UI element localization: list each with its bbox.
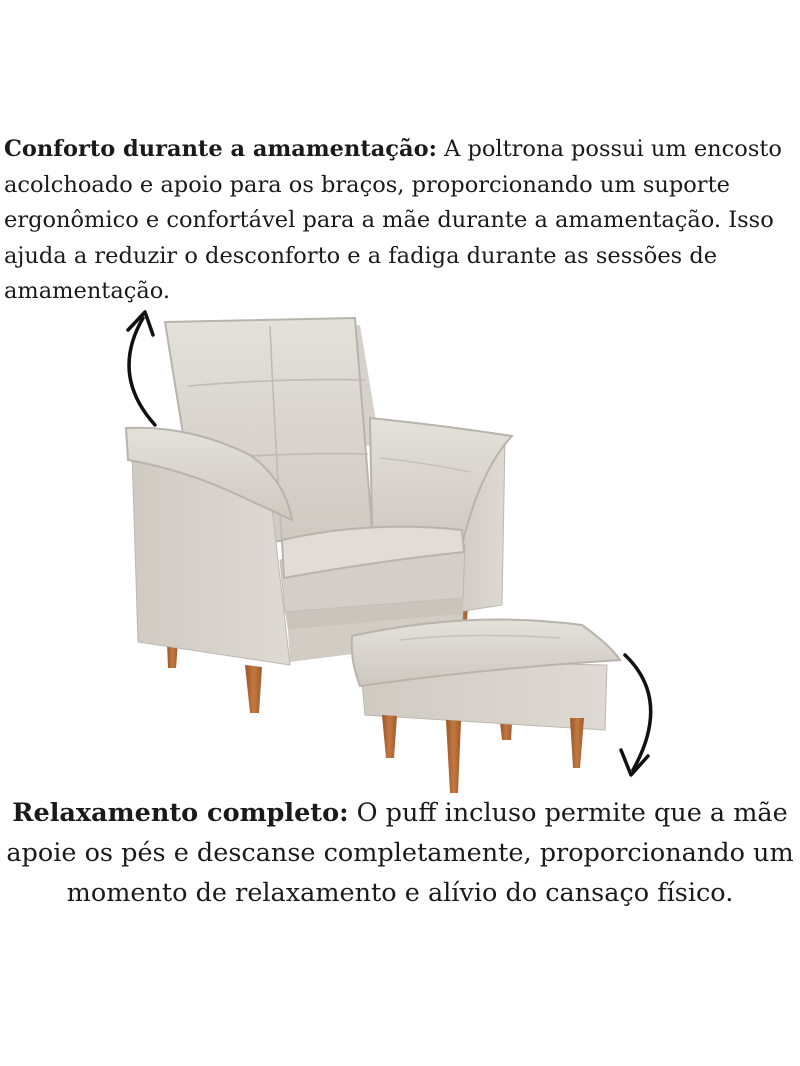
feature-description-bottom [0,793,800,913]
ottoman-leg [500,722,512,740]
ottoman-leg [446,720,461,793]
chair-leg [245,665,262,713]
feature-text-bottom: O puff incluso permite que a mãe apoie os pés e descanse completamente, proporcionando um momento de relaxamento e alívio do cansaço físico. [6,798,794,908]
feature-text-top: A poltrona possui um encosto acolchoado e apoio para os braços, proporcionando um suporte ergonômico e confortável para a mãe durante a amamentação. Isso ajuda a reduzir o desconforto e a fadiga durante as sessões de amamentação. [4,136,782,304]
feature-heading-bottom: Relaxamento completo: [12,798,349,828]
curved-arrow-up-icon [128,312,155,425]
ottoman-leg [382,715,397,758]
ottoman-leg [570,718,584,768]
feature-heading-top: Conforto durante a amamentação: [4,136,437,162]
ottoman [352,620,620,793]
curved-arrow-down-icon [621,655,651,775]
